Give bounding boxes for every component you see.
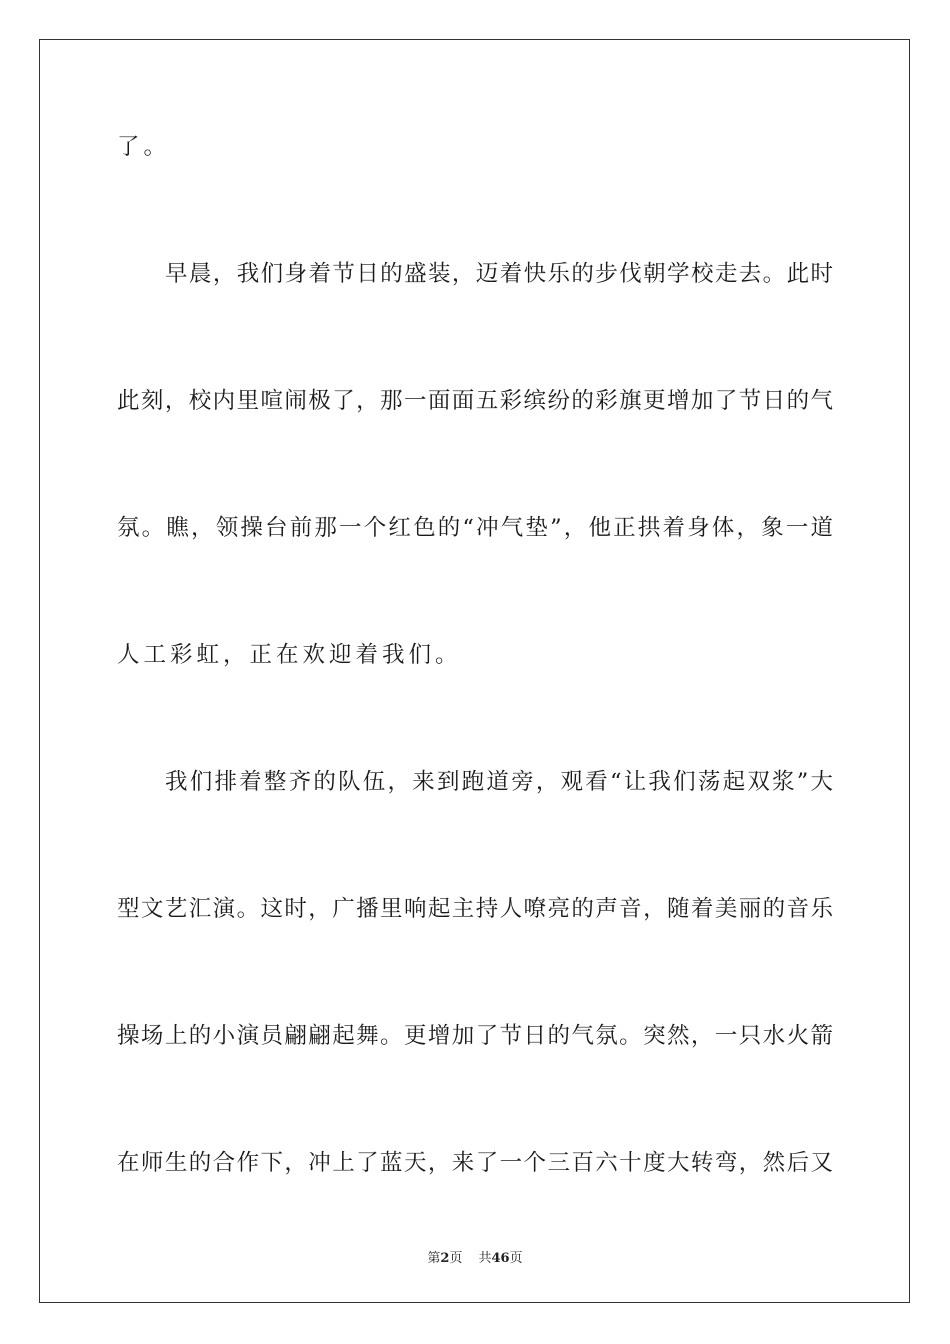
text-line: 操场上的小演员翩翩起舞。更增加了节日的气氛。突然，一只水火箭	[117, 1023, 833, 1049]
page-number: 2	[440, 1251, 450, 1266]
page-suffix: 页	[449, 1251, 463, 1266]
text-line: 了。	[117, 134, 171, 160]
total-prefix: 共	[478, 1251, 492, 1266]
text-line: 人工彩虹，正在欢迎着我们。	[117, 642, 462, 668]
text-line: 此刻，校内里喧闹极了，那一面面五彩缤纷的彩旗更增加了节日的气	[117, 388, 833, 414]
paragraph-start-line: 早晨，我们身着节日的盛装，迈着快乐的步伐朝学校走去。此时	[165, 261, 833, 287]
paragraph-start-line: 我们排着整齐的队伍，来到跑道旁，观看“让我们荡起双浆”大	[165, 769, 833, 795]
document-body	[117, 122, 833, 1265]
page-footer	[0, 1247, 950, 1266]
total-pages: 46	[491, 1251, 510, 1266]
text-line: 型文艺汇演。这时，广播里响起主持人嘹亮的声音，随着美丽的音乐	[117, 896, 833, 922]
text-line: 氛。瞧，领操台前那一个红色的“冲气垫”，他正拱着身体，象一道	[117, 515, 833, 541]
page-prefix: 第	[427, 1251, 441, 1266]
text-line: 在师生的合作下，冲上了蓝天，来了一个三百六十度大转弯，然后又	[117, 1150, 833, 1176]
total-suffix: 页	[509, 1251, 523, 1266]
